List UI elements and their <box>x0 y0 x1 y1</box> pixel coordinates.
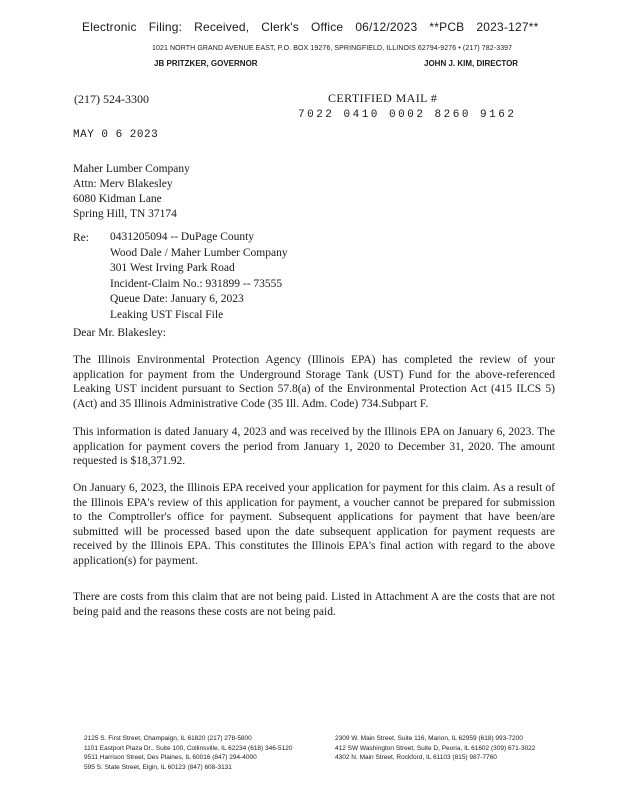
filing-stamp-word: Filing: <box>148 20 183 34</box>
date-stamp: MAY 0 6 2023 <box>73 129 159 141</box>
filing-stamp-word: Electronic <box>82 20 137 34</box>
footer-office-line: 2309 W. Main Street, Suite 116, Marion, IL 62959 (618) 993-7200 <box>335 735 523 742</box>
body-paragraph: This information is dated January 4, 2023 and was received by the Illinois EPA on January 6, 2023. The application for payment covers the period from January 1, 2020 to December 31, 2020. The amount requested is $18,371.92. <box>73 426 555 467</box>
footer-offices-right <box>335 734 535 763</box>
re-line: Incident-Claim No.: 931899 -- 73555 <box>110 277 283 290</box>
footer-offices-left <box>84 734 293 772</box>
agency-address: 1021 NORTH GRAND AVENUE EAST, P.O. BOX 19276, SPRINGFIELD, ILLINOIS 62794-9276 • (217) 782-3397 <box>152 45 513 52</box>
filing-stamp-word: 2023-127** <box>476 20 539 34</box>
body-paragraph: The Illinois Environmental Protection Agency (Illinois EPA) has completed the review of your application for payment from the Underground Storage Tank (UST) Fund for the above-referenced Leaking UST incident pursuant to Section 57.8(a) of the Environmental Protection Act (415 ILCS 5) (Act) and 35 Illinois Administrative Code (35 Ill. Adm. Code) 734.Subpart F. <box>73 354 555 410</box>
re-line: Wood Dale / Maher Lumber Company <box>110 246 288 259</box>
re-line: 0431205094 -- DuPage County <box>110 231 255 243</box>
filing-stamp-word: **PCB <box>429 20 465 34</box>
recipient-line: Spring Hill, TN 37174 <box>73 208 177 220</box>
certified-mail-label: CERTIFIED MAIL # <box>328 91 438 105</box>
footer-office-line: 595 S. State Street, Elgin, IL 60123 (847) 608-3131 <box>84 763 232 771</box>
re-line: 301 West Irving Park Road <box>110 262 235 274</box>
footer-office-line: 9511 Harrison Street, Des Plaines, IL 60016 (847) 294-4000 <box>84 754 257 762</box>
phone-number: (217) 524-3300 <box>74 92 149 106</box>
recipient-address <box>73 162 190 222</box>
filing-stamp-word: Received, <box>194 20 250 34</box>
body-paragraph: On January 6, 2023, the Illinois EPA received your application for payment for this claim. As a result of the Illinois EPA's review of this application for payment, a voucher cannot be prepared for submission to the Comptroller's office for payment. Subsequent applications for payment that have been/are submitted will be processed based upon the date subsequent application for payment requests are received by the Illinois EPA. This constitutes the Illinois EPA's final action with regard to the above application(s) for payment. <box>73 482 555 567</box>
re-block <box>110 230 288 323</box>
recipient-line: Attn: Merv Blakesley <box>73 178 173 190</box>
filing-stamp-word: Office <box>310 20 344 34</box>
filing-stamp <box>82 20 550 34</box>
footer-office-line: 412 SW Washington Street, Suite D, Peoria, IL 61602 (309) 671-3022 <box>335 744 536 752</box>
recipient-line: Maher Lumber Company <box>73 163 190 175</box>
footer-office-line: 1101 Eastport Plaza Dr., Suite 100, Collinsville, IL 62234 (618) 346-5120 <box>84 744 293 752</box>
re-label: Re: <box>73 232 89 244</box>
footer-office-line: 4302 N. Main Street, Rockford, IL 61103 (815) 987-7760 <box>335 754 497 762</box>
filing-stamp-word: Clerk's <box>261 20 299 34</box>
filing-stamp-word: 06/12/2023 <box>355 20 418 34</box>
governor-name: JB PRITZKER, GOVERNOR <box>154 59 258 68</box>
recipient-line: 6080 Kidman Lane <box>73 193 162 205</box>
re-line: Leaking UST Fiscal File <box>110 308 224 321</box>
salutation: Dear Mr. Blakesley: <box>73 327 166 339</box>
director-name: JOHN J. KIM, DIRECTOR <box>424 59 519 68</box>
footer-office-line: 2125 S. First Street, Champaign, IL 61820 (217) 278-5800 <box>84 735 252 742</box>
body-paragraph: There are costs from this claim that are not being paid. Listed in Attachment A are the costs that are not being paid and the reasons these costs are not being paid. <box>73 591 555 618</box>
tracking-number: 7022 0410 0002 8260 9162 <box>298 109 517 121</box>
re-line: Queue Date: January 6, 2023 <box>110 293 244 305</box>
